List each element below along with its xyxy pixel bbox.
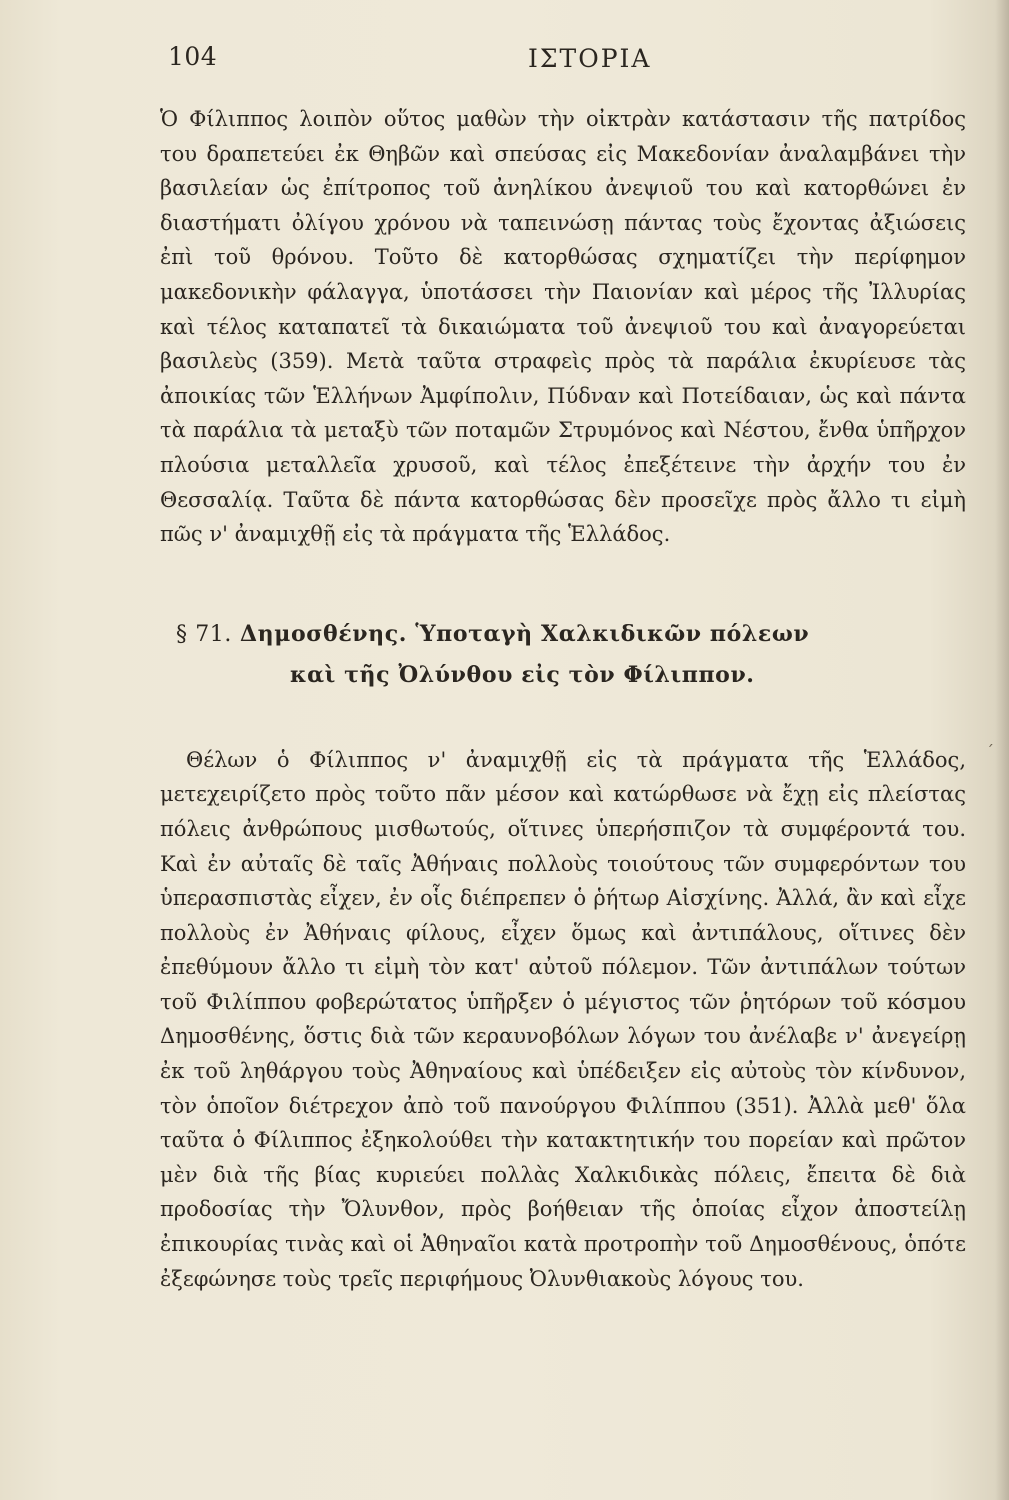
page-edge-shadow	[995, 0, 1009, 1500]
paragraph-philip-rise: Ὁ Φίλιππος λοιπὸν οὕτος μαθὼν τὴν οἰκτρὰν κατάστασιν τῆς πατρίδος του δραπετεύει ἐκ Θηβῶν καὶ σπεύσας εἰς Μακεδονίαν ἀναλαμβάνει τὴν βασιλείαν ὡς ἐπίτροπος τοῦ ἀνηλίκου ἀνεψιοῦ του καὶ κατορθώνει ἐν διαστήματι ὀλίγου χρόνου νὰ ταπεινώσῃ πάντας τοὺς ἔχοντας ἀξιώσεις ἐπὶ τοῦ θρόνου. Τοῦτο δὲ κατορθώσας σχηματίζει τὴν περίφημον μακεδονικὴν φάλαγγα, ὑποτάσσει τὴν Παιονίαν καὶ μέρος τῆς Ἰλλυρίας καὶ τέλος καταπατεῖ τὰ δικαιώματα τοῦ ἀνεψιοῦ του καὶ ἀναγορεύεται βασιλεὺς (359). Μετὰ ταῦτα στραφεὶς πρὸς τὰ παράλια ἐκυρίευσε τὰς ἀποικίας τῶν Ἑλλήνων Ἀμφίπολιν, Πύδναν καὶ Ποτείδαιαν, ὡς καὶ πάντα τὰ παράλια τὰ μεταξὺ τῶν ποταμῶν Στρυμόνος καὶ Νέστου, ἔνθα ὑπῆρχον πλούσια μεταλλεῖα χρυσοῦ, καὶ τέλος ἐπεξέτεινε τὴν ἀρχήν του ἐν Θεσσαλίᾳ. Ταῦτα δὲ πάντα κατορθώσας δὲν προσεῖχε πρὸς ἄλλο τι εἰμὴ πῶς ν' ἀναμιχθῇ εἰς τὰ πράγματα τῆς Ἑλλάδος.	[160, 107, 966, 547]
section-title-part-1: Δημοσθένης. Ὑποταγὴ Χαλκιδικῶν πόλεων	[239, 620, 810, 647]
running-title: ΙΣΤΟΡΙΑ	[528, 44, 652, 73]
section-heading-line-2: καὶ τῆς Ὀλύνθου εἰς τὸν Φίλιππον.	[290, 661, 755, 688]
section-heading-line-1	[160, 614, 966, 655]
page-header	[168, 42, 968, 82]
section-number: § 71.	[176, 621, 232, 647]
page-body	[160, 102, 966, 1296]
section-heading	[160, 614, 966, 695]
page-number: 104	[168, 42, 218, 71]
paragraph-demosthenes: Θέλων ὁ Φίλιππος ν' ἀναμιχθῇ εἰς τὰ πράγματα τῆς Ἑλλάδος, μετεχειρίζετο πρὸς τοῦτο πᾶν μέσον καὶ κατώρθωσε νὰ ἔχῃ εἰς πλείστας πόλεις ἀνθρώπους μισθωτούς, οἵτινες ὑπερήσπιζον τὰ συμφέροντά του. Καὶ ἐν αὐταῖς δὲ ταῖς Ἀθήναις πολλοὺς τοιούτους τῶν συμφερόντων του ὑπερασπιστὰς εἶχεν, ἐν οἷς διέπρεπεν ὁ ῥήτωρ Αἰσχίνης. Ἀλλά, ἂν καὶ εἶχε πολλοὺς ἐν Ἀθήναις φίλους, εἶχεν ὅμως καὶ ἀντιπάλους, οἵτινες δὲν ἐπεθύμουν ἄλλο τι εἰμὴ τὸν κατ' αὐτοῦ πόλεμον. Τῶν ἀντιπάλων τούτων τοῦ Φιλίππου φοβερώτατος ὑπῆρξεν ὁ μέγιστος τῶν ῥητόρων τοῦ κόσμου Δημοσθένης, ὅστις διὰ τῶν κεραυνοβόλων λόγων του ἀνέλαβε ν' ἀνεγείρῃ ἐκ τοῦ ληθάργου τοὺς Ἀθηναίους καὶ ὑπέδειξεν εἰς αὐτοὺς τὸν κίνδυνον, τὸν ὁποῖον διέτρεχον ἀπὸ τοῦ πανούργου Φιλίππου (351). Ἀλλὰ μεθ' ὅλα ταῦτα ὁ Φίλιππος ἐξηκολούθει τὴν κατακτητικήν του πορείαν καὶ πρῶτον μὲν διὰ τῆς βίας κυριεύει πολλὰς Χαλκιδικὰς πόλεις, ἔπειτα δὲ διὰ προδοσίας τὴν Ὄλυνθον, πρὸς βοήθειαν τῆς ὁποίας εἶχον ἀποστείλῃ ἐπικουρίας τινὰς καὶ οἱ Ἀθηναῖοι κατὰ προτροπὴν τοῦ Δημοσθένους, ὁπότε ἐξεφώνησε τοὺς τρεῖς περιφήμους Ὀλυνθιακοὺς λόγους του.	[160, 747, 966, 1291]
margin-mark: ´	[986, 742, 994, 761]
